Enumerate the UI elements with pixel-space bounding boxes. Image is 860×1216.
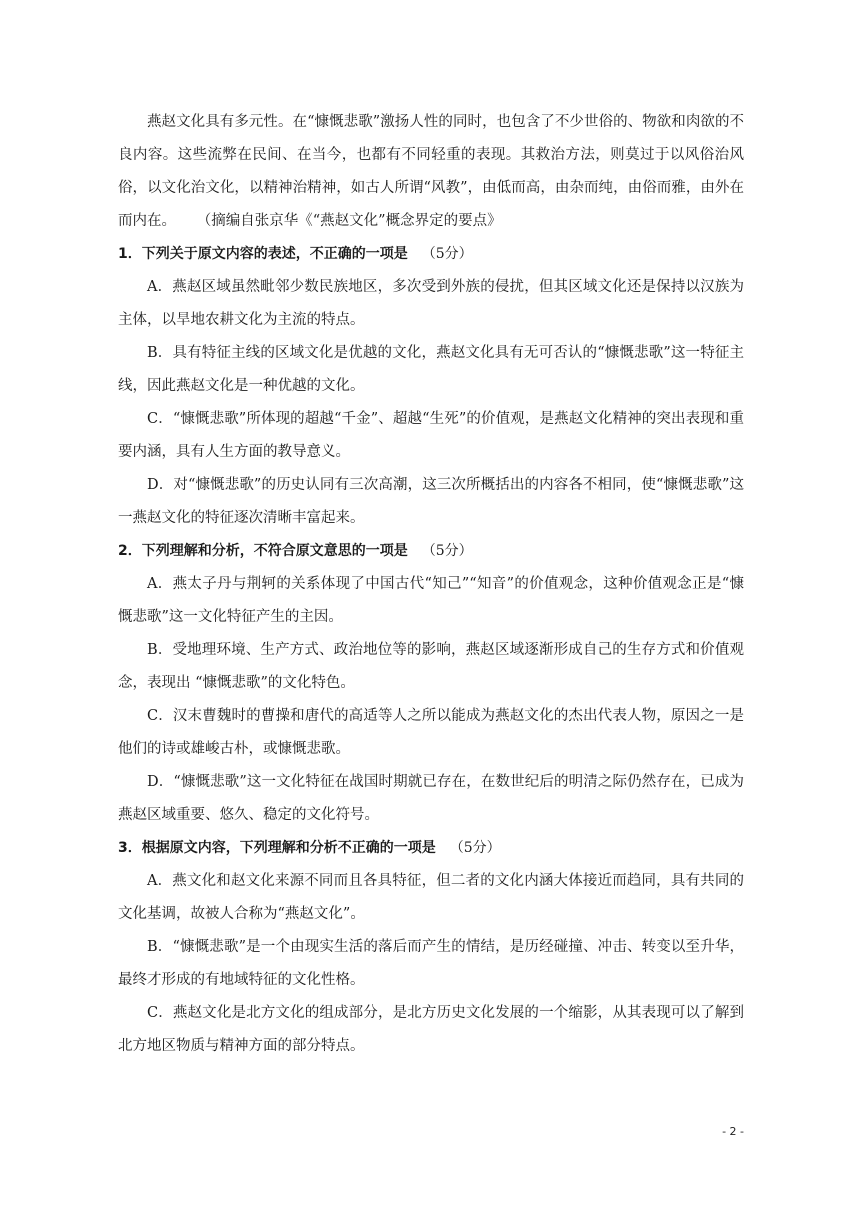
question-1-option-d: D．对“慷慨悲歌”的历史认同有三次高潮，这三次所概括出的内容各不相同，使“慷慨悲歌”这一燕赵文化的特征逐次清晰丰富起来。 bbox=[118, 477, 744, 526]
question-3-stem bbox=[118, 832, 744, 865]
page-number: - 2 - bbox=[722, 1125, 744, 1138]
question-1-option-b: B．具有特征主线的区域文化是优越的文化，燕赵文化具有无可否认的“慷慨悲歌”这一特征主线，因此燕赵文化是一种优越的文化。 bbox=[118, 345, 744, 394]
intro-paragraph bbox=[118, 106, 744, 238]
page-content bbox=[118, 106, 744, 1063]
question-2-stem bbox=[118, 535, 744, 568]
question-1-option-c: C．“慷慨悲歌”所体现的超越“千金”、超越“生死”的价值观，是燕赵文化精神的突出表现和重要内涵，具有人生方面的教导意义。 bbox=[118, 411, 744, 460]
question-1-option-a: A．燕赵区域虽然毗邻少数民族地区，多次受到外族的侵扰，但其区域文化还是保持以汉族为主体，以旱地农耕文化为主流的特点。 bbox=[118, 279, 744, 328]
question-3-option-b: B．“慷慨悲歌”是一个由现实生活的落后而产生的情结，是历经碰撞、冲击、转变以至升华，最终才形成的有地域特征的文化性格。 bbox=[118, 939, 744, 988]
question-3-score: （5分） bbox=[449, 840, 501, 856]
question-3-option-c: C．燕赵文化是北方文化的组成部分，是北方历史文化发展的一个缩影，从其表现可以了解到北方地区物质与精神方面的部分特点。 bbox=[118, 1005, 744, 1054]
question-3-text: 3．根据原文内容，下列理解和分析不正确的一项是 bbox=[118, 840, 436, 856]
question-2-option-a: A．燕太子丹与荆轲的关系体现了中国古代“知己”“知音”的价值观念，这种价值观念正是“慷慨悲歌”这一文化特征产生的主因。 bbox=[118, 576, 744, 625]
intro-text: 燕赵文化具有多元性。在“慷慨悲歌”激扬人性的同时，也包含了不少世俗的、物欲和肉欲的不良内容。这些流弊在民间、在当今，也都有不同轻重的表现。其救治方法，则莫过于以风俗治风俗，以文化治文化，以精神治精神，如古人所谓“风教”，由低而高，由杂而纯，由俗而雅，由外在而内在。 bbox=[118, 114, 744, 229]
question-1-text: 1．下列关于原文内容的表述，不正确的一项是 bbox=[118, 246, 408, 262]
question-3-option-a: A．燕文化和赵文化来源不同而且各具特征，但二者的文化内涵大体接近而趋同，具有共同的文化基调，故被人合称为“燕赵文化”。 bbox=[118, 873, 744, 922]
question-2-text: 2．下列理解和分析，不符合原文意思的一项是 bbox=[118, 543, 408, 559]
question-2-option-b: B．受地理环境、生产方式、政治地位等的影响，燕赵区域逐渐形成自己的生存方式和价值观念，表现出 “慷慨悲歌”的文化特色。 bbox=[118, 642, 744, 691]
source-citation: （摘编自张京华《“燕赵文化”概念界定的要点》 bbox=[204, 213, 502, 229]
question-2-option-c: C．汉末曹魏时的曹操和唐代的高适等人之所以能成为燕赵文化的杰出代表人物，原因之一是他们的诗或雄峻古朴，或慷慨悲歌。 bbox=[118, 708, 744, 757]
question-1-score: （5分） bbox=[421, 246, 473, 262]
question-1-stem bbox=[118, 238, 744, 271]
question-2-option-d: D．“慷慨悲歌”这一文化特征在战国时期就已存在，在数世纪后的明清之际仍然存在，已成为燕赵区域重要、悠久、稳定的文化符号。 bbox=[118, 774, 744, 823]
question-2-score: （5分） bbox=[421, 543, 473, 559]
